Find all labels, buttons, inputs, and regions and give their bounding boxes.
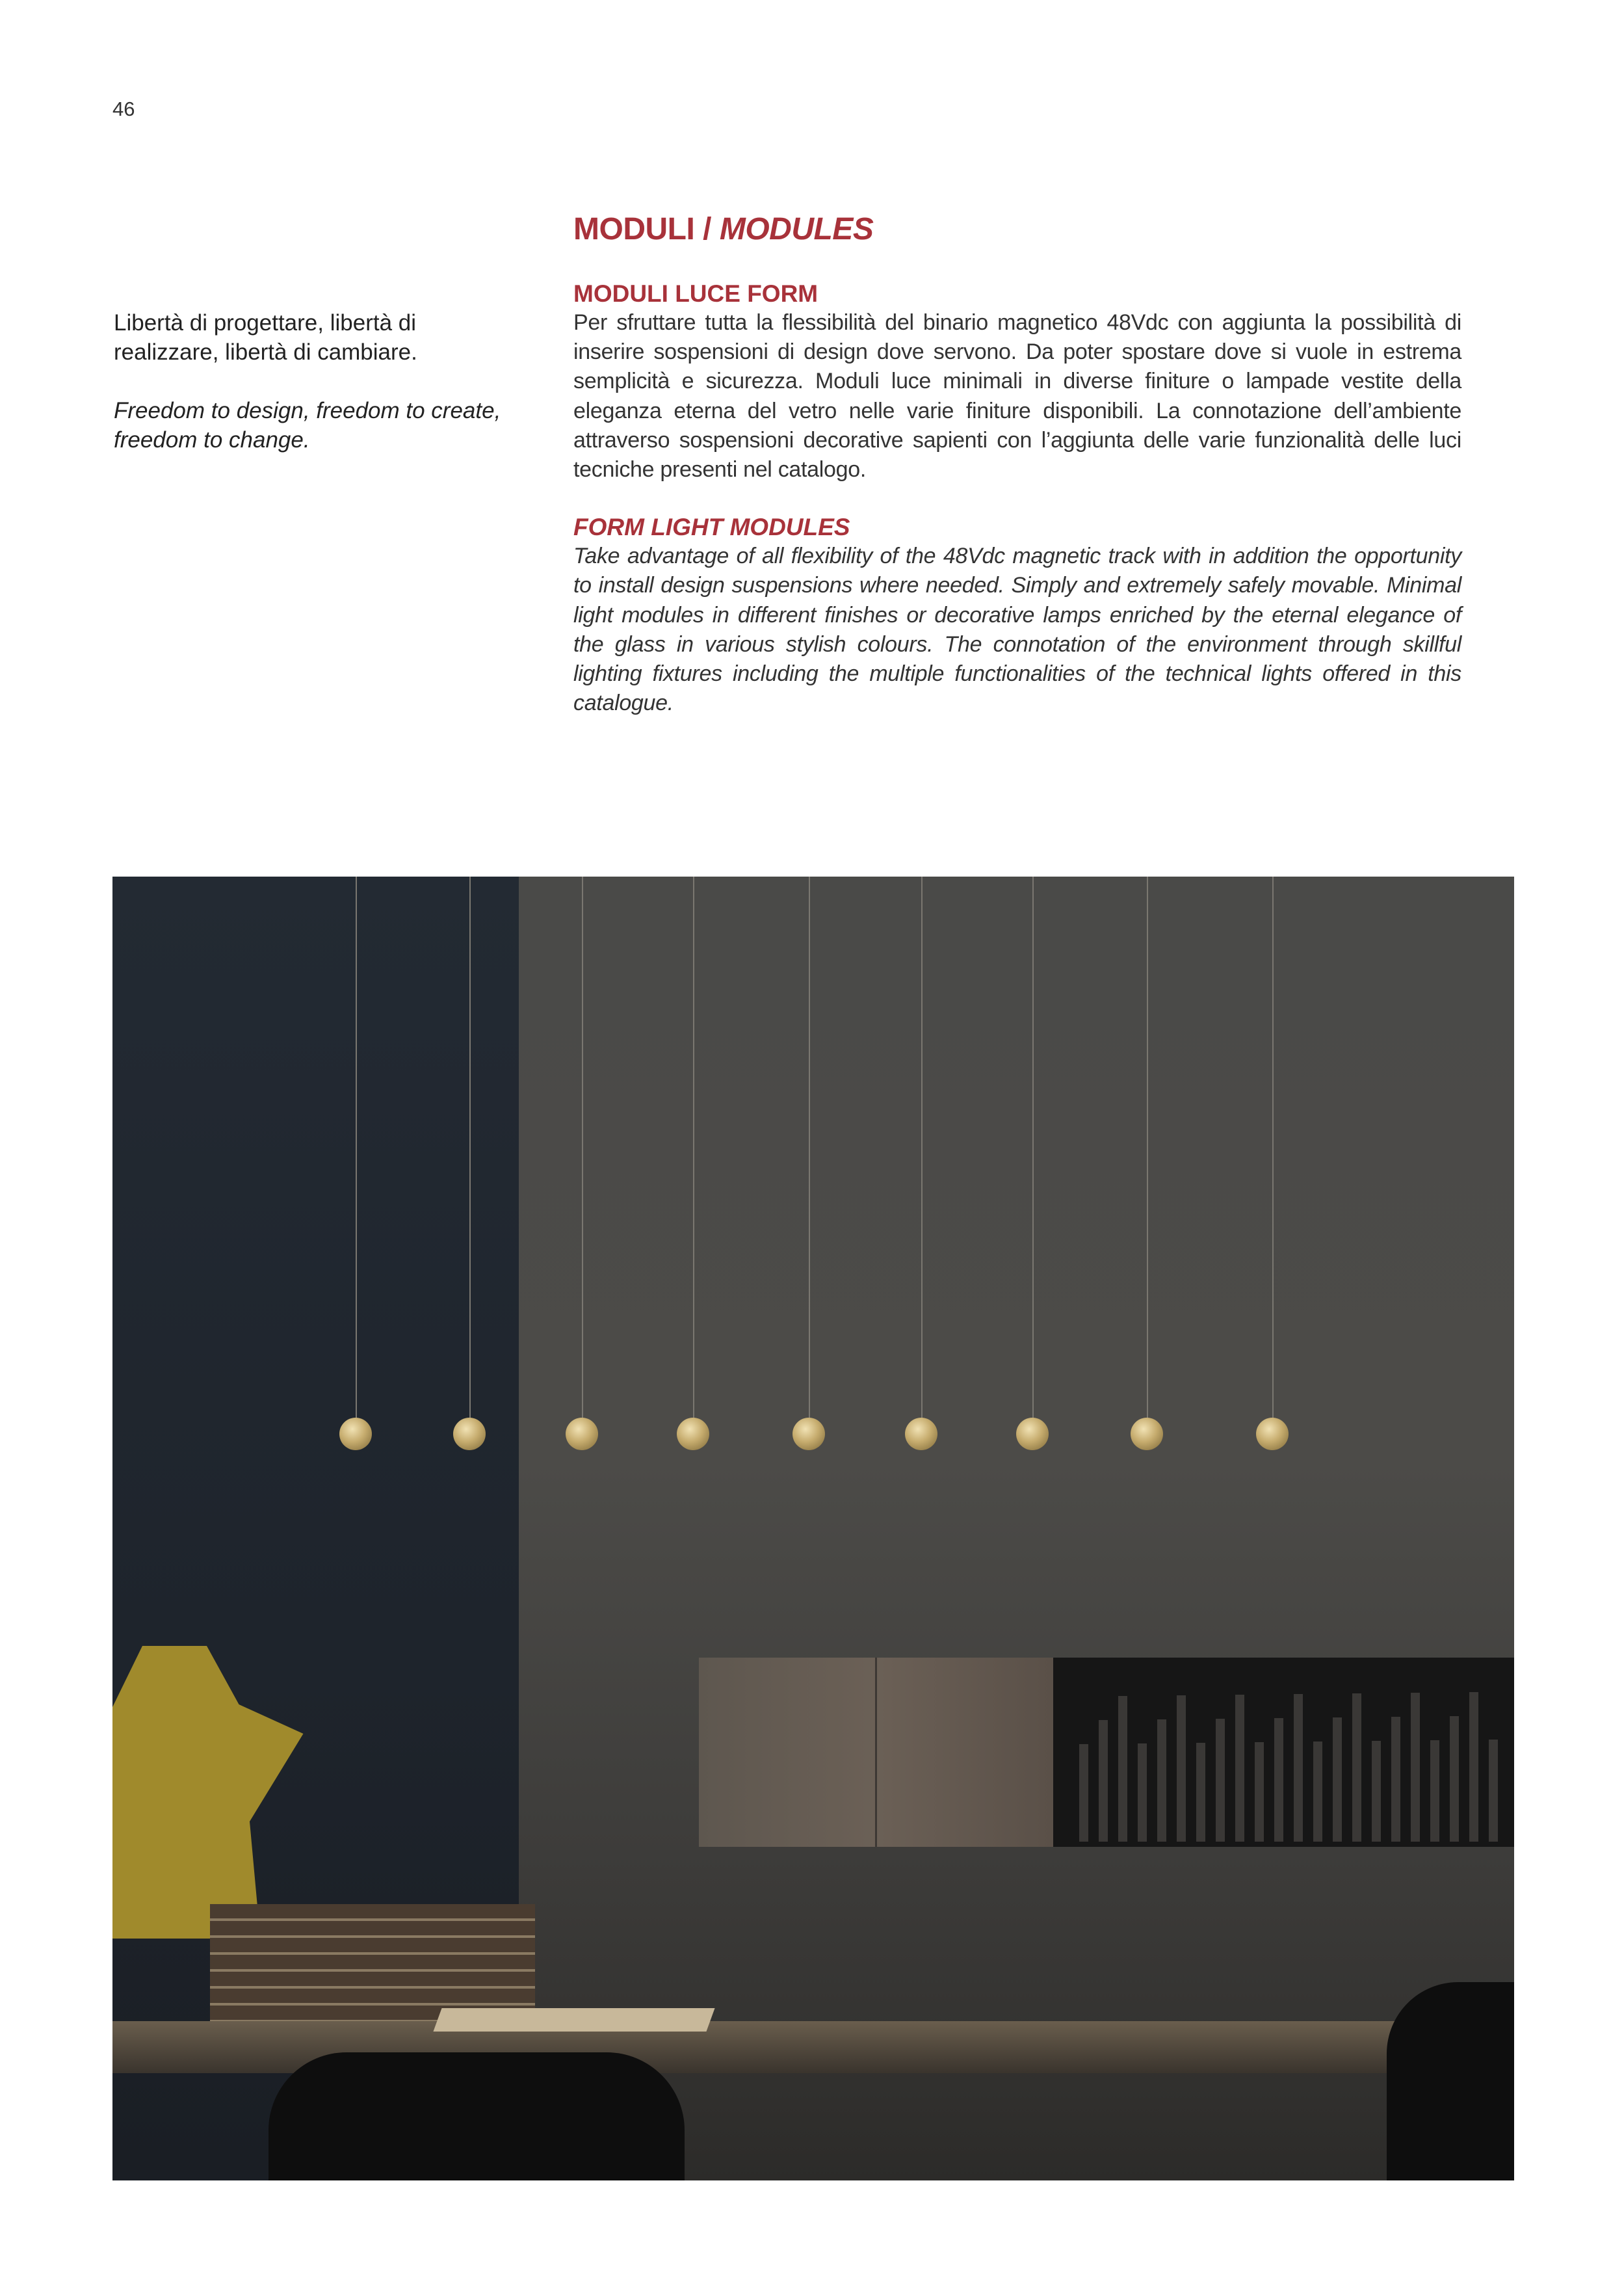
quote-english: Freedom to design, freedom to create, freedom to change. [114, 398, 501, 453]
shelf-book [1216, 1719, 1225, 1842]
pendant-cord [1147, 877, 1148, 1420]
pendant-cord [1272, 877, 1274, 1420]
shelf-book [1391, 1717, 1400, 1842]
wooden-cabinet [699, 1658, 1053, 1847]
chair-right [1387, 1982, 1514, 2180]
shelf-book [1235, 1695, 1244, 1842]
shelf-book [1489, 1740, 1498, 1842]
pendant-lamp [1256, 1418, 1289, 1450]
shelf-book [1411, 1693, 1420, 1842]
main-content [573, 211, 1461, 747]
open-magazine [433, 2008, 714, 2032]
bookshelf [1053, 1658, 1514, 1847]
product-photo [112, 877, 1514, 2180]
pendant-cord [693, 877, 694, 1420]
page-title [573, 211, 1461, 247]
shelf-book [1255, 1742, 1264, 1842]
pendant-cord [921, 877, 923, 1420]
shelf-book [1079, 1744, 1088, 1842]
pendant-cord [809, 877, 810, 1420]
sidebar-quote [114, 308, 517, 484]
shelf-book [1313, 1742, 1322, 1842]
shelf-book [1118, 1696, 1127, 1842]
pendant-lamp [453, 1418, 486, 1450]
pendant-lamp [1016, 1418, 1049, 1450]
shelf-book [1469, 1692, 1478, 1842]
pendant-lamp [677, 1418, 709, 1450]
shelf-book [1352, 1693, 1361, 1842]
pendant-cord [356, 877, 357, 1420]
shelf-book [1099, 1720, 1108, 1842]
pendant-lamp [566, 1418, 598, 1450]
pendant-lamp [792, 1418, 825, 1450]
shelf-book [1372, 1741, 1381, 1842]
shelf-book [1333, 1717, 1342, 1842]
shelf-book [1157, 1719, 1166, 1842]
pendant-cord [1032, 877, 1034, 1420]
section-text-italian: Per sfruttare tutta la flessibilità del binario magnetico 48Vdc con aggiunta la possibilità di inserire sospensioni di design dove servono. Da poter spostare dove si vuole in estrema semplicità e sicurezza. Moduli luce minimali in diverse finiture o lampade vestite della eleganza eterna del vetro nelle varie finiture disponibili. La connotazione dell’ambiente attraverso sospensioni decorative sapienti con l’aggiunta delle varie funzionalità delle luci tecniche presenti nel catalogo. [573, 310, 1461, 483]
shelf-book [1294, 1694, 1303, 1842]
pendant-lamp [1131, 1418, 1163, 1450]
shelf-book [1450, 1716, 1459, 1842]
section-heading-english: FORM LIGHT MODULES [573, 514, 850, 541]
pendant-lamp [339, 1418, 372, 1450]
chair-left [268, 2052, 685, 2180]
section-heading-italian: MODULI LUCE FORM [573, 280, 819, 307]
title-italian: MODULI / [573, 212, 711, 246]
page-number: 46 [112, 98, 135, 120]
pendant-lamp [905, 1418, 937, 1450]
quote-italian: Libertà di progettare, libertà di realizzare, libertà di cambiare. [114, 310, 417, 365]
pendant-cord [582, 877, 583, 1420]
shelf-book [1138, 1743, 1147, 1842]
pendant-cord [469, 877, 471, 1420]
title-english: MODULES [719, 212, 874, 246]
shelf-book [1177, 1695, 1186, 1842]
book-stack [210, 1904, 535, 2021]
shelf-book [1430, 1740, 1439, 1842]
shelf-book [1274, 1718, 1283, 1842]
shelf-book [1196, 1743, 1205, 1842]
section-text-english: Take advantage of all flexibility of the 48Vdc magnetic track with in addition the opportunity to install design suspensions where needed. Simply and extremely safely movable. Minimal light modules in different finishes or decorative lamps enriched by the eternal elegance of the glass in various stylish colours. The connotation of the environment through skillful lighting fixtures including the multiple functionalities of the technical lights offered in this catalogue. [573, 544, 1461, 716]
